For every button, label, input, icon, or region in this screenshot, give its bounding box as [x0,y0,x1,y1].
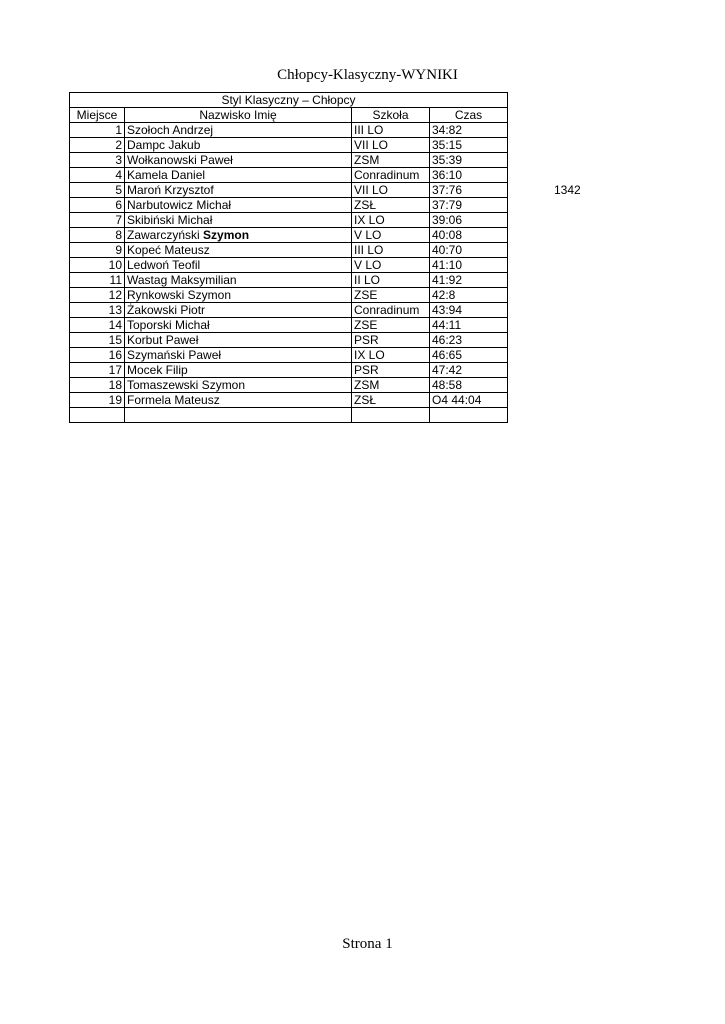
cell-place: 7 [70,213,125,228]
cell-school: IX LO [352,348,430,363]
cell-place: 1 [70,123,125,138]
header-school: Szkoła [352,108,430,123]
cell-school: V LO [352,258,430,273]
table-row [70,303,508,318]
cell-time: 36:10 [430,168,508,183]
header-name: Nazwisko Imię [125,108,352,123]
cell-time: 40:08 [430,228,508,243]
cell-school: ZSM [352,378,430,393]
cell-place: 8 [70,228,125,243]
cell-school: PSR [352,363,430,378]
cell-name [125,408,352,423]
cell-time: 40:70 [430,243,508,258]
cell-place: 6 [70,198,125,213]
cell-place: 2 [70,138,125,153]
table-row [70,123,508,138]
results-table [69,92,508,423]
cell-place: 5 [70,183,125,198]
cell-time: 37:76 [430,183,508,198]
table-row [70,348,508,363]
table-row [70,168,508,183]
cell-time: 42:8 [430,288,508,303]
table-row [70,318,508,333]
table-row [70,378,508,393]
cell-name: Maroń Krzysztof [125,183,352,198]
table-row [70,153,508,168]
cell-place [70,408,125,423]
cell-time: 44:11 [430,318,508,333]
cell-name: Formela Mateusz [125,393,352,408]
table-row [70,333,508,348]
cell-time: 48:58 [430,378,508,393]
cell-school: V LO [352,228,430,243]
cell-name: Szołoch Andrzej [125,123,352,138]
cell-place: 19 [70,393,125,408]
page-title: Chłopcy-Klasyczny-WYNIKI [277,67,458,83]
table-row [70,198,508,213]
cell-name-bold-text: Szymon [203,227,250,242]
header-time: Czas [430,108,508,123]
cell-time: 35:15 [430,138,508,153]
cell-place: 17 [70,363,125,378]
cell-time: 34:82 [430,123,508,138]
cell-school: VII LO [352,183,430,198]
cell-name: Wołkanowski Paweł [125,153,352,168]
cell-name: Kamela Daniel [125,168,352,183]
cell-name: Korbut Paweł [125,333,352,348]
cell-place: 16 [70,348,125,363]
cell-time [430,408,508,423]
side-note: 1342 [554,183,581,197]
cell-place: 15 [70,333,125,348]
table-header-row [70,108,508,123]
cell-time: 37:79 [430,198,508,213]
cell-name: Toporski Michał [125,318,352,333]
table-row [70,393,508,408]
cell-time: 41:92 [430,273,508,288]
cell-name: Wastag Maksymilian [125,273,352,288]
results-table-body [70,93,508,423]
cell-name-text: Zawarczyński [127,227,200,242]
cell-time: 47:42 [430,363,508,378]
table-row [70,288,508,303]
table-row [70,258,508,273]
table-row [70,183,508,198]
cell-place: 12 [70,288,125,303]
cell-school: ZSE [352,318,430,333]
cell-place: 4 [70,168,125,183]
cell-place: 10 [70,258,125,273]
cell-name: Narbutowicz Michał [125,198,352,213]
cell-school: ZSM [352,153,430,168]
cell-name: Dampc Jakub [125,138,352,153]
cell-name: Ledwoń Teofil [125,258,352,273]
cell-school: III LO [352,123,430,138]
cell-place: 18 [70,378,125,393]
cell-place: 11 [70,273,125,288]
cell-name: Kopeć Mateusz [125,243,352,258]
header-place: Miejsce [70,108,125,123]
table-row [70,228,508,243]
cell-name: Żakowski Piotr [125,303,352,318]
cell-place: 9 [70,243,125,258]
table-row [70,213,508,228]
cell-name [125,228,352,243]
cell-time: O4 44:04 [430,393,508,408]
cell-time: 41:10 [430,258,508,273]
cell-place: 3 [70,153,125,168]
cell-name: Mocek Filip [125,363,352,378]
cell-school: VII LO [352,138,430,153]
table-caption-row [70,93,508,108]
cell-time: 46:65 [430,348,508,363]
cell-name: Szymański Paweł [125,348,352,363]
cell-name: Skibiński Michał [125,213,352,228]
cell-school: IX LO [352,213,430,228]
cell-time: 39:06 [430,213,508,228]
table-row [70,408,508,423]
cell-name: Tomaszewski Szymon [125,378,352,393]
table-row [70,363,508,378]
cell-school: ZSE [352,288,430,303]
table-row [70,273,508,288]
table-row [70,138,508,153]
cell-school: II LO [352,273,430,288]
cell-school: III LO [352,243,430,258]
cell-time: 35:39 [430,153,508,168]
cell-place: 13 [70,303,125,318]
cell-school: PSR [352,333,430,348]
cell-school: Conradinum [352,168,430,183]
cell-time: 43:94 [430,303,508,318]
cell-school [352,408,430,423]
page-footer: Strona 1 [342,936,393,952]
table-row [70,243,508,258]
cell-name: Rynkowski Szymon [125,288,352,303]
cell-time: 46:23 [430,333,508,348]
cell-school: ZSŁ [352,198,430,213]
cell-school: ZSŁ [352,393,430,408]
table-caption: Styl Klasyczny – Chłopcy [70,93,508,108]
cell-place: 14 [70,318,125,333]
cell-school: Conradinum [352,303,430,318]
